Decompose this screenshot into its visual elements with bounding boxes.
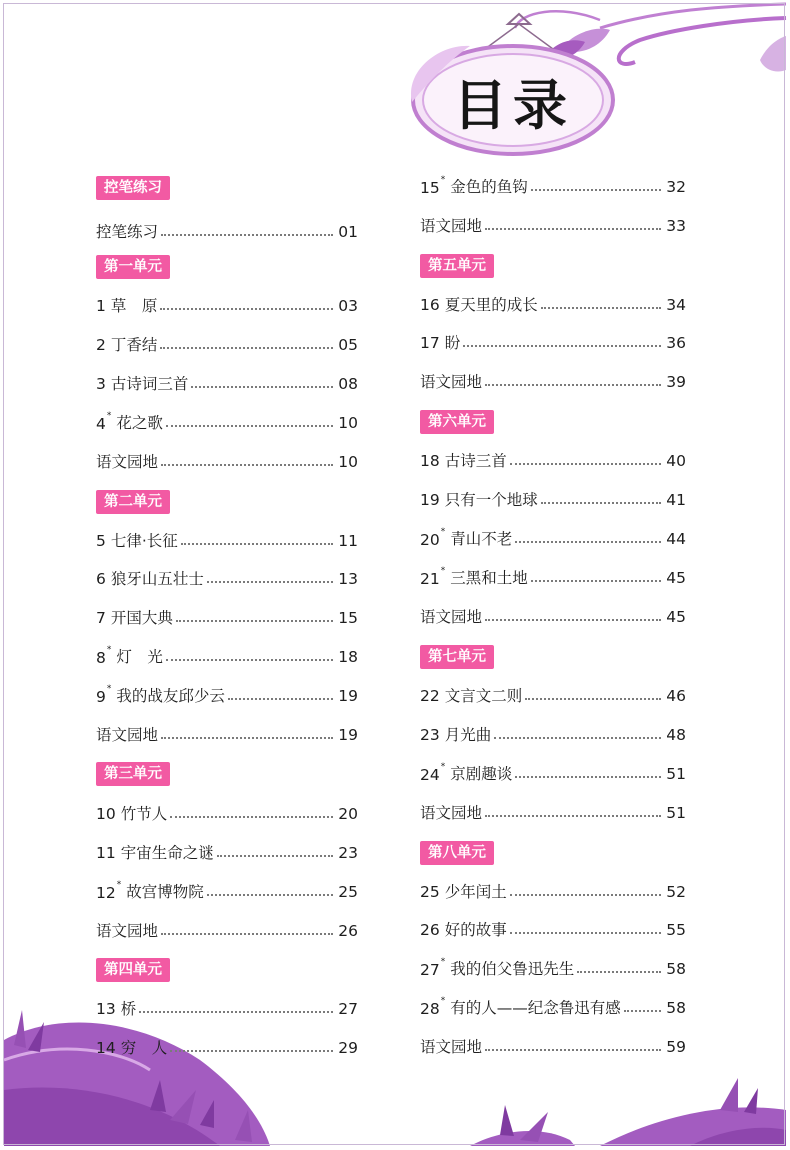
dot-leader [510, 894, 661, 896]
lesson-number-text: 13 [96, 1000, 116, 1018]
lesson-number-text: 17 [420, 334, 440, 352]
lesson-number [420, 880, 440, 904]
dot-leader [531, 189, 661, 191]
lesson-number-text: 19 [420, 491, 440, 509]
dot-leader [176, 620, 333, 622]
toc-entry[interactable] [420, 880, 686, 904]
lesson-number-text: 14 [96, 1039, 116, 1057]
dot-leader [577, 971, 661, 973]
page-number: 20 [338, 805, 358, 823]
dot-leader [228, 698, 333, 700]
dot-leader [515, 541, 661, 543]
lesson-title: 宇宙生命之谜 [120, 844, 214, 862]
lesson-title: 故宫博物院 [126, 883, 204, 901]
page-number: 13 [338, 570, 358, 588]
lesson-number [96, 333, 106, 357]
page-number: 11 [338, 532, 358, 550]
lesson-number [420, 331, 440, 355]
optional-reading-mark: * [440, 996, 446, 1007]
lesson-title: 语文园地 [96, 922, 159, 940]
lesson-number-text: 11 [96, 844, 116, 862]
page-number: 01 [338, 223, 358, 241]
toc-entry[interactable] [420, 605, 686, 629]
lesson-number [420, 449, 440, 473]
lesson-number-text: 21 [420, 570, 440, 589]
dot-leader [463, 345, 661, 347]
page-number: 10 [338, 453, 358, 471]
lesson-number [420, 564, 445, 591]
lesson-title: 盼 [444, 334, 461, 352]
toc-entry[interactable] [96, 606, 358, 630]
lesson-number [420, 955, 445, 982]
lesson-number-text: 20 [420, 531, 440, 550]
unit-badge: 第四单元 [96, 958, 170, 982]
lesson-title: 草 原 [110, 297, 158, 315]
dot-leader [485, 1049, 661, 1051]
page-number: 45 [666, 569, 686, 587]
dot-leader [510, 463, 661, 465]
lesson-number [96, 878, 121, 905]
dot-leader [160, 308, 333, 310]
lesson-title: 古诗三首 [444, 452, 507, 470]
lesson-number [96, 606, 106, 630]
unit-badge: 第二单元 [96, 490, 170, 514]
page-number: 39 [666, 373, 686, 391]
lesson-number [96, 802, 116, 826]
lesson-title: 我的战友邱少云 [116, 687, 225, 705]
unit-badge: 第八单元 [420, 841, 494, 865]
dot-leader [541, 502, 661, 504]
page-number: 51 [666, 765, 686, 783]
lesson-title: 月光曲 [444, 726, 492, 744]
page-number: 58 [666, 960, 686, 978]
unit-badge: 第五单元 [420, 254, 494, 278]
page-number: 45 [666, 608, 686, 626]
lesson-title: 语文园地 [420, 804, 483, 822]
lesson-number [420, 760, 445, 787]
toc-entry[interactable] [420, 449, 686, 473]
optional-reading-mark: * [106, 684, 112, 695]
lesson-number-text: 2 [96, 336, 106, 354]
lesson-title: 有的人——纪念鲁迅有感 [450, 999, 621, 1017]
lesson-title: 夏天里的成长 [444, 296, 538, 314]
lesson-number-text: 24 [420, 766, 440, 785]
lesson-title: 少年闰土 [444, 883, 507, 901]
lesson-title: 语文园地 [420, 373, 483, 391]
dot-leader [161, 933, 333, 935]
dot-leader [515, 776, 661, 778]
page-number: 33 [666, 217, 686, 235]
toc-entry[interactable] [420, 293, 686, 317]
lesson-title: 好的故事 [444, 921, 507, 939]
page-number: 27 [338, 1000, 358, 1018]
page-number: 03 [338, 297, 358, 315]
lesson-number [96, 294, 106, 318]
lesson-number [420, 293, 440, 317]
page-number: 55 [666, 921, 686, 939]
page-number: 10 [338, 414, 358, 432]
page-number: 26 [338, 922, 358, 940]
toc-entry[interactable] [96, 294, 358, 318]
unit-badge: 第一单元 [96, 255, 170, 279]
lesson-number-text: 28 [420, 1000, 440, 1019]
lesson-number-text: 9 [96, 688, 106, 707]
lesson-title: 语文园地 [420, 608, 483, 626]
lesson-number [96, 409, 111, 436]
lesson-number [96, 529, 106, 553]
lesson-number-text: 22 [420, 687, 440, 705]
lesson-number [420, 488, 440, 512]
page-number: 41 [666, 491, 686, 509]
toc-entry[interactable] [420, 957, 686, 981]
lesson-number-text: 27 [420, 961, 440, 980]
page-number: 58 [666, 999, 686, 1017]
toc-entry[interactable] [420, 723, 686, 747]
lesson-number [420, 918, 440, 942]
lesson-title: 七律·长征 [110, 532, 178, 550]
lesson-number [96, 841, 116, 865]
lesson-number-text: 18 [420, 452, 440, 470]
lesson-number [420, 173, 445, 200]
page-number: 46 [666, 687, 686, 705]
toc-entry[interactable] [420, 918, 686, 942]
toc-entry[interactable] [96, 220, 358, 244]
dot-leader [525, 698, 661, 700]
page-number: 25 [338, 883, 358, 901]
page-number: 59 [666, 1038, 686, 1056]
optional-reading-mark: * [106, 645, 112, 656]
dot-leader [207, 894, 333, 896]
lesson-number [420, 684, 440, 708]
dot-leader [217, 855, 333, 857]
lesson-number [96, 682, 111, 709]
lesson-title: 三黑和土地 [450, 569, 528, 587]
dot-leader [510, 932, 661, 934]
page-number: 52 [666, 883, 686, 901]
toc-entry[interactable] [96, 333, 358, 357]
optional-reading-mark: * [440, 762, 446, 773]
dot-leader [181, 543, 333, 545]
grass-decoration [4, 1010, 270, 1146]
page-number: 18 [338, 648, 358, 666]
lesson-title: 语文园地 [420, 217, 483, 235]
dot-leader [160, 347, 333, 349]
dot-leader [161, 464, 333, 466]
lesson-title: 丁香结 [110, 336, 158, 354]
page-number: 15 [338, 609, 358, 627]
lesson-title: 控笔练习 [96, 223, 159, 241]
toc-entry[interactable] [420, 1035, 686, 1059]
toc-entry[interactable] [96, 567, 358, 591]
unit-badge: 第六单元 [420, 410, 494, 434]
lesson-number [96, 372, 106, 396]
page-number: 44 [666, 530, 686, 548]
page-number: 51 [666, 804, 686, 822]
dot-leader [161, 234, 333, 236]
lesson-title: 文言文二则 [444, 687, 523, 705]
lesson-number [420, 994, 445, 1021]
lesson-title: 我的伯父鲁迅先生 [450, 960, 575, 978]
toc-entry[interactable] [420, 527, 686, 551]
page-number: 19 [338, 726, 358, 744]
optional-reading-mark: * [440, 527, 446, 538]
lesson-number-text: 15 [420, 179, 440, 198]
lesson-title: 只有一个地球 [444, 491, 538, 509]
optional-reading-mark: * [440, 957, 446, 968]
page-number: 05 [338, 336, 358, 354]
toc-entry[interactable] [420, 762, 686, 786]
toc-entry[interactable] [420, 488, 686, 512]
lesson-number-text: 1 [96, 297, 106, 315]
dot-leader [485, 815, 661, 817]
lesson-number-text: 4 [96, 415, 106, 434]
page-number: 48 [666, 726, 686, 744]
lesson-title: 语文园地 [420, 1038, 483, 1056]
dot-leader [166, 425, 333, 427]
toc-entry[interactable] [96, 880, 358, 904]
lesson-title: 开国大典 [110, 609, 173, 627]
lesson-number-text: 26 [420, 921, 440, 939]
lesson-title: 花之歌 [116, 414, 163, 432]
page-number: 29 [338, 1039, 358, 1057]
toc-entry[interactable] [96, 1036, 358, 1060]
toc-entry[interactable] [96, 684, 358, 708]
lesson-number [96, 1036, 116, 1060]
lesson-number-text: 7 [96, 609, 106, 627]
dot-leader [494, 737, 661, 739]
toc-entry[interactable] [420, 214, 686, 238]
page-number: 40 [666, 452, 686, 470]
unit-badge: 第三单元 [96, 762, 170, 786]
lesson-title: 竹节人 [120, 805, 168, 823]
grass-decoration [470, 1078, 786, 1146]
lesson-number [96, 567, 106, 591]
toc-entry[interactable] [96, 919, 358, 943]
toc-entry[interactable] [420, 566, 686, 590]
toc-entry[interactable] [96, 372, 358, 396]
lesson-number [420, 723, 440, 747]
lesson-number [96, 997, 116, 1021]
lesson-title: 穷 人 [120, 1039, 168, 1057]
toc-entry[interactable] [96, 529, 358, 553]
dot-leader [139, 1011, 333, 1013]
lesson-title: 灯 光 [116, 648, 163, 666]
lesson-number-text: 16 [420, 296, 440, 314]
lesson-title: 狼牙山五壮士 [110, 570, 204, 588]
dot-leader [207, 581, 333, 583]
toc-entry[interactable] [420, 175, 686, 199]
lesson-number-text: 25 [420, 883, 440, 901]
page-number: 08 [338, 375, 358, 393]
dot-leader [485, 384, 661, 386]
dot-leader [485, 619, 661, 621]
toc-entry[interactable] [420, 801, 686, 825]
optional-reading-mark: * [116, 880, 122, 891]
unit-badge: 第七单元 [420, 645, 494, 669]
lesson-title: 京剧趣谈 [450, 765, 513, 783]
lesson-number [420, 525, 445, 552]
dot-leader [531, 580, 661, 582]
toc-entry[interactable] [420, 331, 686, 355]
dot-leader [170, 816, 333, 818]
lesson-number [96, 643, 111, 670]
toc-entry[interactable] [96, 723, 358, 747]
page-title: 目录 [453, 73, 573, 137]
page-number: 23 [338, 844, 358, 862]
lesson-title: 青山不老 [450, 530, 513, 548]
lesson-title: 语文园地 [96, 453, 159, 471]
toc-entry[interactable] [96, 997, 358, 1021]
lesson-number-text: 8 [96, 649, 106, 668]
lesson-title: 古诗词三首 [110, 375, 189, 393]
dot-leader [170, 1050, 333, 1052]
optional-reading-mark: * [106, 411, 112, 422]
lesson-title: 金色的鱼钩 [450, 178, 528, 196]
toc-entry[interactable] [96, 450, 358, 474]
lesson-number-text: 3 [96, 375, 106, 393]
lesson-title: 语文园地 [96, 726, 159, 744]
lesson-number-text: 10 [96, 805, 116, 823]
page-number: 32 [666, 178, 686, 196]
lesson-number-text: 12 [96, 884, 116, 903]
dot-leader [624, 1010, 661, 1012]
dot-leader [161, 737, 333, 739]
page-number: 19 [338, 687, 358, 705]
toc-entry[interactable] [96, 645, 358, 669]
optional-reading-mark: * [440, 175, 446, 186]
dot-leader [541, 307, 661, 309]
toc-entry[interactable] [420, 370, 686, 394]
lesson-number-text: 5 [96, 532, 106, 550]
toc-entry[interactable] [96, 841, 358, 865]
dot-leader [485, 228, 661, 230]
lesson-number-text: 23 [420, 726, 440, 744]
toc-entry[interactable] [420, 996, 686, 1020]
lesson-title: 桥 [120, 1000, 137, 1018]
page-number: 34 [666, 296, 686, 314]
toc-entry[interactable] [420, 684, 686, 708]
toc-entry[interactable] [96, 802, 358, 826]
dot-leader [191, 386, 333, 388]
lesson-number-text: 6 [96, 570, 106, 588]
toc-entry[interactable] [96, 411, 358, 435]
page-number: 36 [666, 334, 686, 352]
optional-reading-mark: * [440, 566, 446, 577]
unit-badge: 控笔练习 [96, 176, 170, 200]
dot-leader [166, 659, 333, 661]
